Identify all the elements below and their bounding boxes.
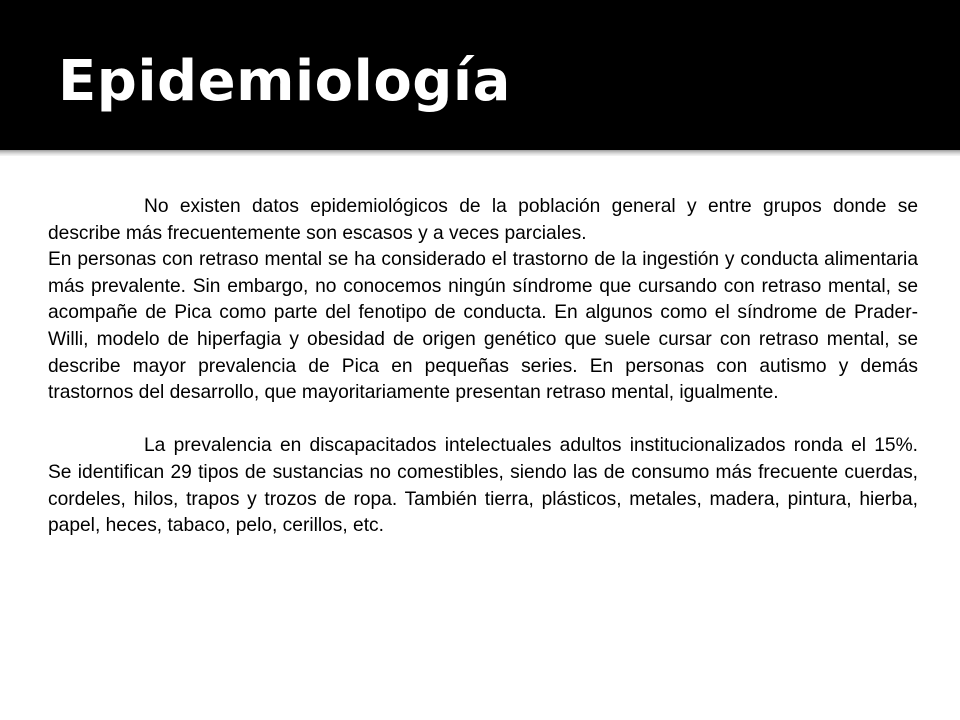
slide-body [48,194,918,540]
paragraph-spacer [48,407,918,434]
title-divider [0,150,960,156]
paragraph-retraso-mental: En personas con retraso mental se ha considerado el trastorno de la ingestión y conducta alimentaria más prevalente. Sin embargo, no conocemos ningún síndrome que cursando con retraso mental, se acompañe de Pica como parte del fenotipo de conducta. En algunos como el síndrome de Prader-Willi, modelo de hiperfagia y obesidad de origen genético que suele cursar con retraso mental, se describe mayor prevalencia de Pica en pequeñas series. En personas con autismo y demás trastornos del desarrollo, que mayoritariamente presentan retraso mental, igualmente. [48,249,918,404]
slide-title: Epidemiología [58,49,511,114]
paragraph-intro: No existen datos epidemiológicos de la población general y entre grupos donde se describe más frecuentemente son escasos y a veces parciales. [48,196,918,244]
title-band [0,0,960,150]
paragraph-prevalencia: La prevalencia en discapacitados intelectuales adultos institucionalizados ronda el 15%. Se identifican 29 tipos de sustancias no comestibles, siendo las de consumo más frecuente cuerdas, cordeles, hilos, trapos y trozos de ropa. También tierra, plásticos, metales, madera, pintura, hierba, papel, heces, tabaco, pelo, cerillos, etc. [48,435,918,537]
